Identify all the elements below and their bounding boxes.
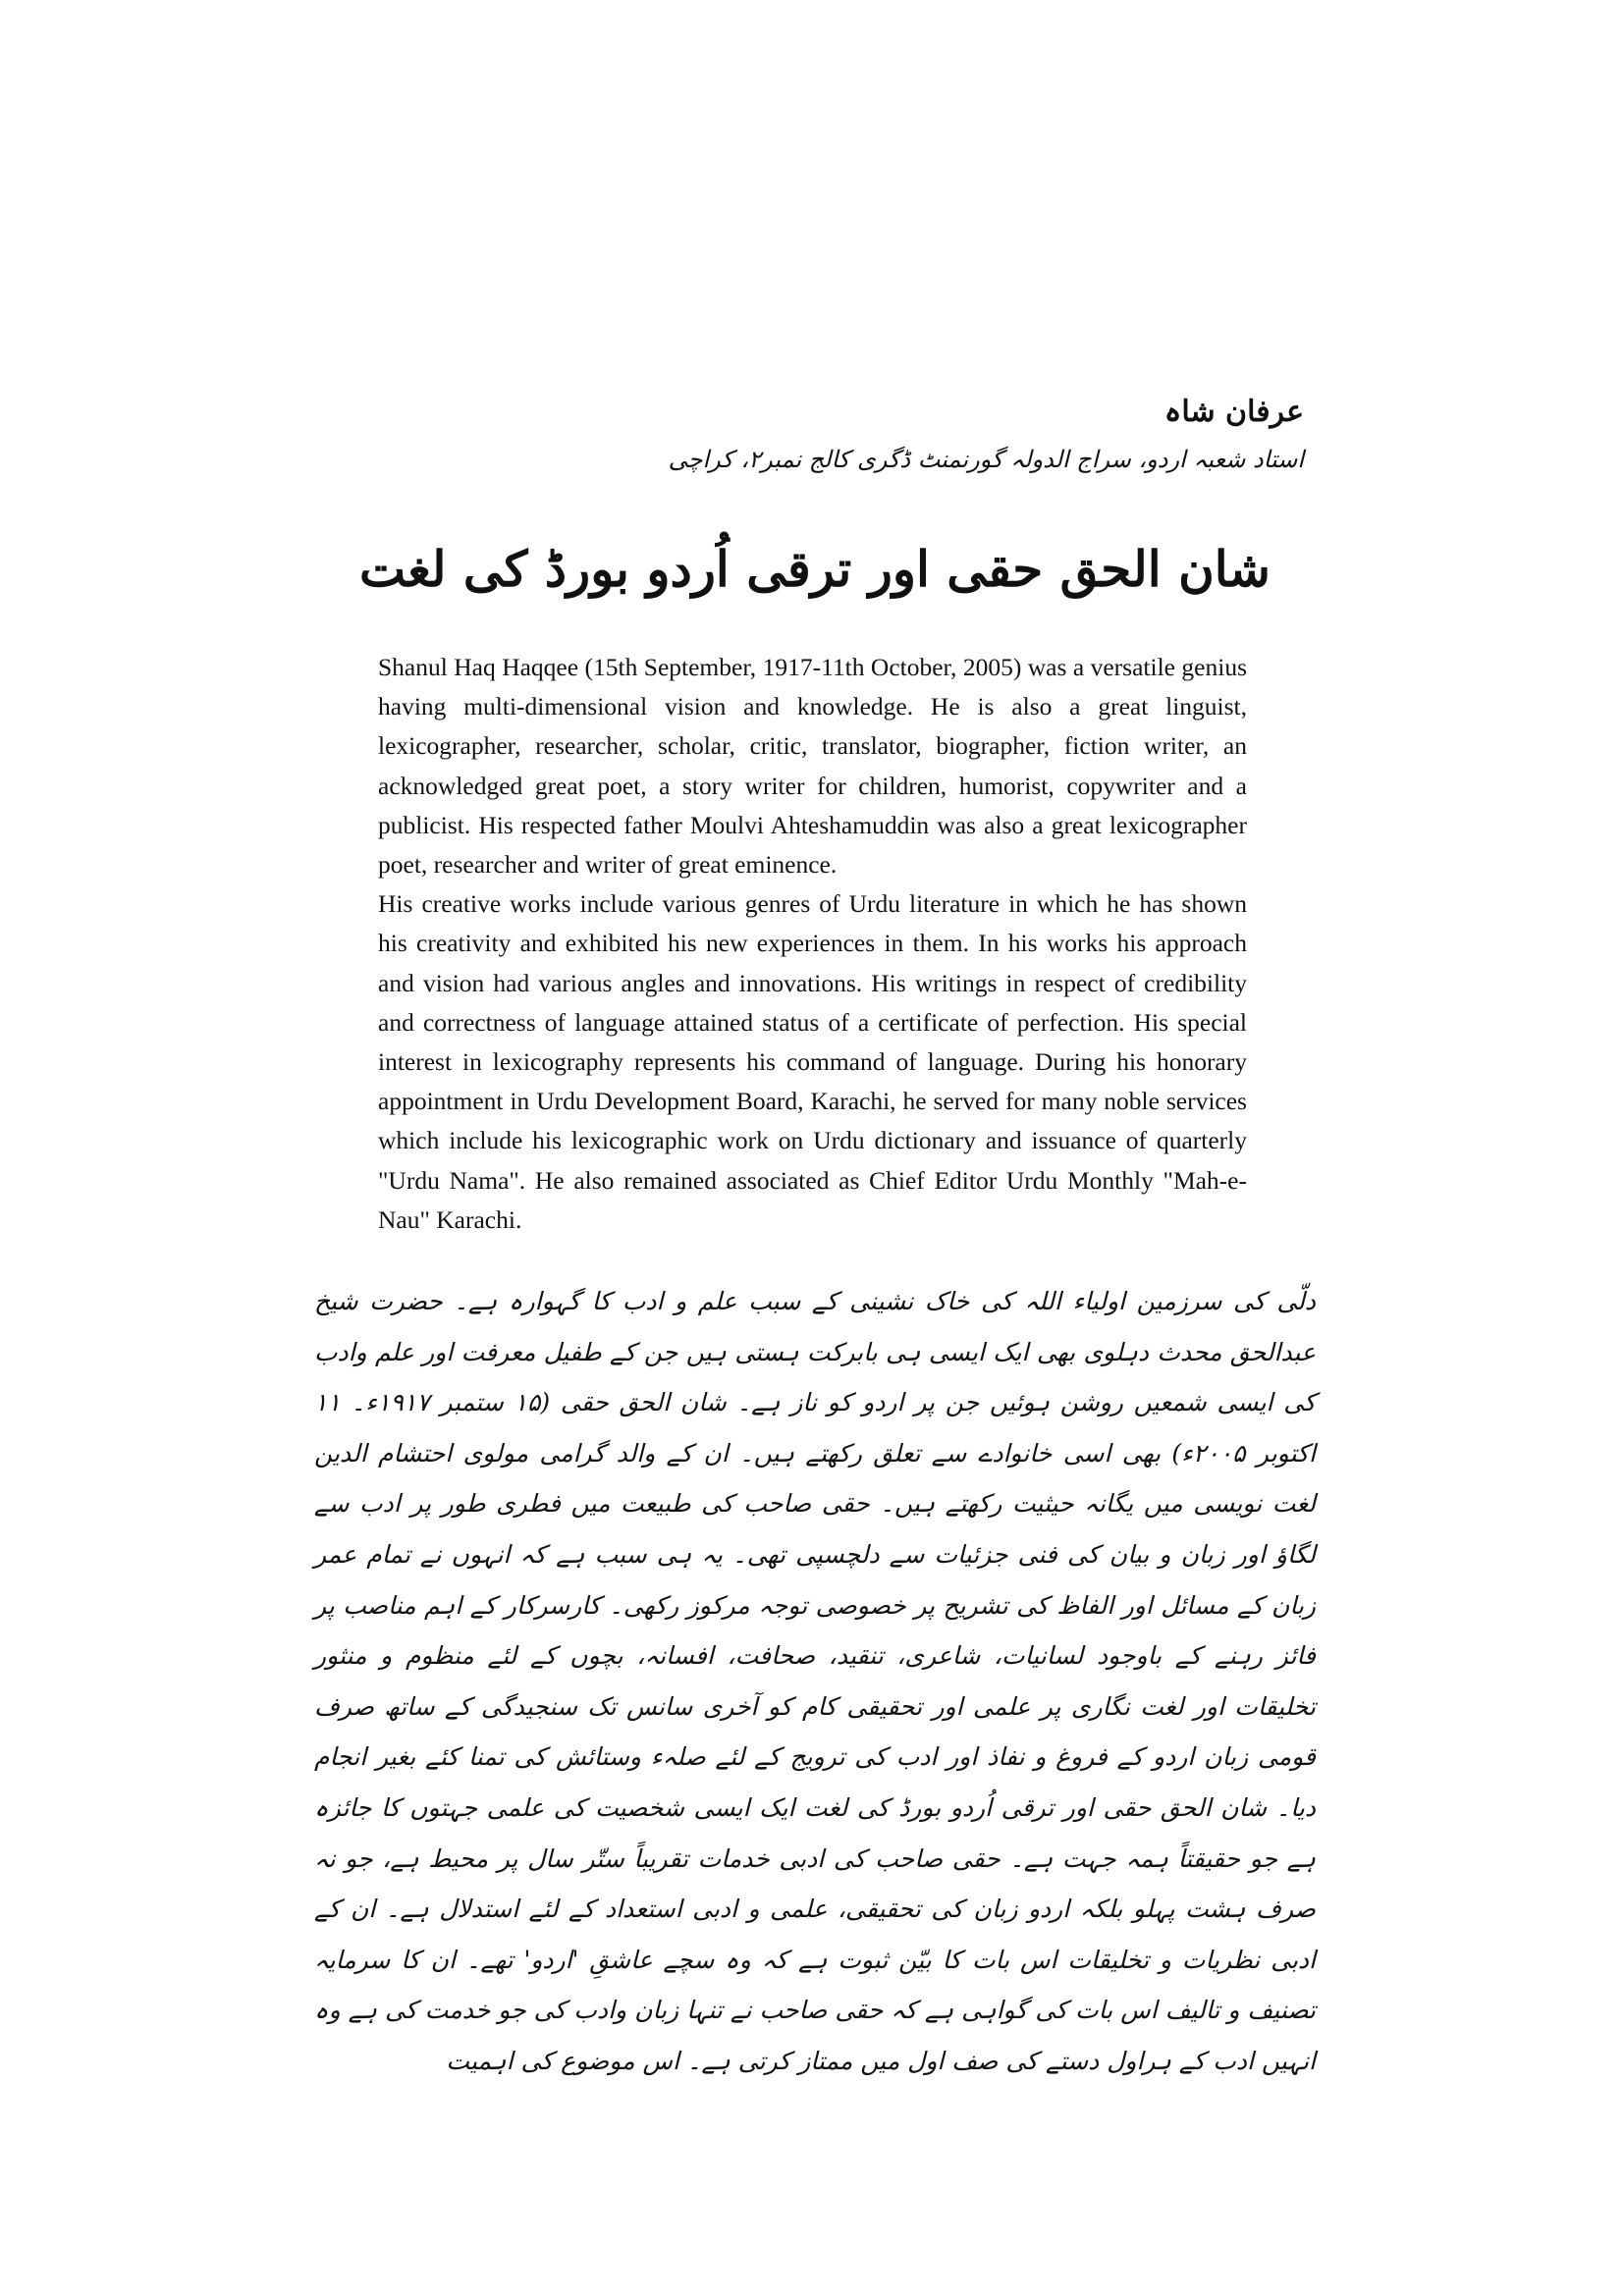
abstract-paragraph: His creative works include various genres of Urdu literature in which he has shown his creativity and exhibited his new experiences in them. In his works his approach and vision had various angles and innovations. His writings in respect of credibility and correctness of language attained status of a certificate of perfection. His special interest in lexicography represents his command of language. During his honorary appointment in Urdu Development Board, Karachi, he served for many noble services which include his lexicographic work on Urdu dictionary and issuance of quarterly "Urdu Nama". He also remained associated as Chief Editor Urdu Monthly "Mah-e-Nau" Karachi. [378,889,1247,1234]
author-block [420,391,1304,479]
author-affiliation: استاد شعبہ اردو، سراج الدولہ گورنمنٹ ڈگری کالج نمبر۲، کراچی [668,446,1304,473]
abstract-paragraph: Shanul Haq Haqqee (15th September, 1917-11th October, 2005) was a versatile genius having multi-dimensional vision and knowledge. He is also a great linguist, lexicographer, researcher, scholar, critic, translator, biographer, fiction writer, an acknowledged great poet, a story writer for children, humorist, copywriter and a publicist. His respected father Moulvi Ahteshamuddin was also a great lexicographer poet, researcher and writer of great eminence. [378,653,1247,880]
article-title: شان الحق حقی اور ترقی اُردو بورڈ کی لغت [359,540,1271,598]
english-abstract [378,648,1247,1240]
urdu-body-paragraph: دلّی کی سرزمین اولیاء اللہ کی خاک نشینی کے سبب علم و ادب کا گہوارہ ہے۔ حضرت شیخ عبدالحق محدث دہلوی بھی ایک ایسی ہی بابرکت ہستی ہیں جن کے طفیل معرفت اور علم وادب کی ایسی شمعیں روشن ہوئیں جن پر اردو کو ناز ہے۔ شان الحق حقی (۱۵ ستمبر ۱۹۱۷ء۔ ۱۱ اکتوبر ۲۰۰۵ء) بھی اسی خانوادے سے تعلق رکھتے ہیں۔ ان کے والد گرامی مولوی احتشام الدین لغت نویسی میں یگانہ حیثیت رکھتے ہیں۔ حقی صاحب کی طبیعت میں فطری طور پر ادب سے لگاؤ اور زبان و بیان کی فنی جزئیات سے دلچسپی تھی۔ یہ ہی سبب ہے کہ انہوں نے تمام عمر زبان کے مسائل اور الفاظ کی تشریح پر خصوصی توجہ مرکوز رکھی۔ کارسرکار کے اہم مناصب پر فائز رہنے کے باوجود لسانیات، شاعری، تنقید، صحافت، افسانہ، بچوں کے لئے منظوم و منثور تخلیقات اور لغت نگاری پر علمی اور تحقیقی کام کو آخری سانس تک سنجیدگی کے ساتھ صرف قومی زبان اردو کے فروغ و نفاذ اور ادب کی ترویج کے لئے صلہء وستائش کی تمنا کئے بغیر انجام دیا۔ شان الحق حقی اور ترقی اُردو بورڈ کی لغت ایک ایسی شخصیت کی علمی جہتوں کا جائزہ ہے جو حقیقتاً ہمہ جہت ہے۔ حقی صاحب کی ادبی خدمات تقریباً ستّر سال پر محیط ہے، جو نہ صرف ہشت پہلو بلکہ اردو زبان کی تحقیقی، علمی و ادبی استعداد کے لئے استدلال ہے۔ ان کے ادبی نظریات و تخلیقات اس بات کا بیّن ثبوت ہے کہ وہ سچے عاشقِ 'اردو' تھے۔ ان کا سرمایہ تصنیف و تالیف اس بات کی گواہی ہے کہ حقی صاحب نے تنہا زبان وادب کی جو خدمت کی ہے وہ انہیں ادب کے ہراول دستے کی صف اول میں ممتاز کرتی ہے۔ اس موضوع کی اہمیت [314,1287,1316,2075]
author-name: عرفان شاہ [1163,395,1304,429]
